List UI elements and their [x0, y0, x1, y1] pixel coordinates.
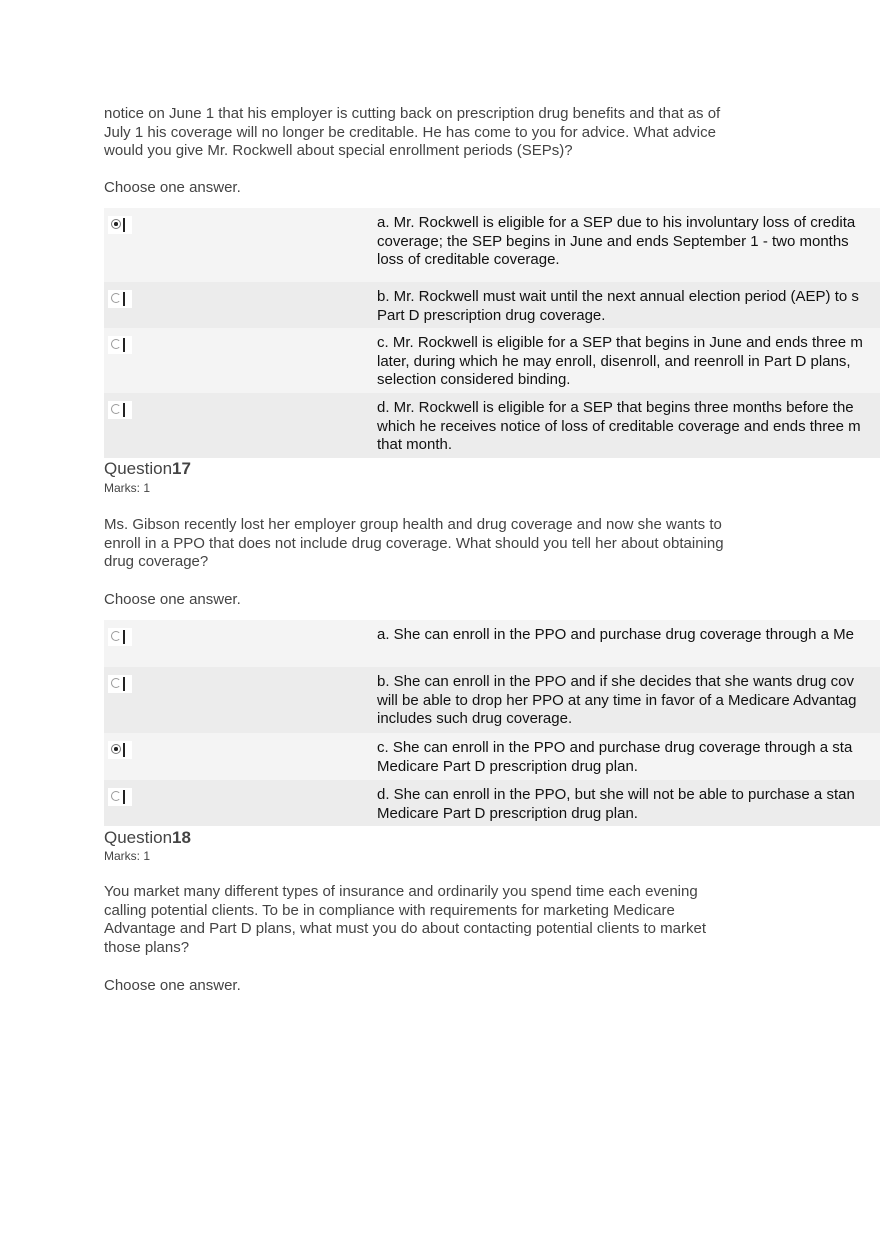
- option-text: later, during which he may enroll, disenroll, and reenroll in Part D plans,: [377, 352, 851, 370]
- option-text: c. She can enroll in the PPO and purchase drug coverage through a sta: [377, 739, 853, 756]
- stem-line: July 1 his coverage will no longer be creditable. He has come to you for advice. What advice: [104, 123, 716, 141]
- radio-icon[interactable]: [108, 628, 132, 646]
- radio-icon[interactable]: [108, 290, 132, 308]
- option-text: b. She can enroll in the PPO and if she decides that she wants drug cov: [377, 673, 854, 690]
- option-d[interactable]: [104, 780, 880, 826]
- option-b[interactable]: [104, 282, 880, 328]
- radio-icon[interactable]: [108, 401, 132, 419]
- option-text: which he receives notice of loss of creditable coverage and ends three m: [377, 417, 861, 435]
- option-text: Medicare Part D prescription drug plan.: [377, 757, 638, 775]
- option-c[interactable]: [104, 328, 880, 393]
- option-text: d. She can enroll in the PPO, but she will not be able to purchase a stan: [377, 786, 855, 803]
- option-text: c. Mr. Rockwell is eligible for a SEP that begins in June and ends three m: [377, 334, 863, 351]
- question-label: Question: [104, 828, 173, 847]
- stem-line: those plans?: [104, 938, 190, 956]
- option-text: includes such drug coverage.: [377, 710, 573, 727]
- option-text: that month.: [377, 436, 453, 453]
- option-text: a. She can enroll in the PPO and purchase drug coverage through a Me: [377, 626, 854, 643]
- radio-icon[interactable]: [108, 788, 132, 806]
- option-d[interactable]: [104, 393, 880, 458]
- choose-prompt: Choose one answer.: [104, 591, 241, 608]
- stem-line: You market many different types of insurance and ordinarily you spend time each evening: [104, 883, 698, 900]
- question-label: Question: [104, 459, 173, 478]
- choose-prompt: Choose one answer.: [104, 179, 241, 196]
- option-text: b. Mr. Rockwell must wait until the next annual election period (AEP) to s: [377, 288, 859, 305]
- radio-selected-icon[interactable]: [108, 741, 132, 759]
- option-a[interactable]: [104, 620, 880, 667]
- option-c[interactable]: [104, 733, 880, 780]
- radio-selected-icon[interactable]: [108, 216, 132, 234]
- marks: Marks: 1: [104, 849, 151, 863]
- option-text: Part D prescription drug coverage.: [377, 306, 606, 324]
- question-16-stem: [104, 105, 764, 161]
- stem-line: would you give Mr. Rockwell about special enrollment periods (SEPs)?: [104, 142, 573, 159]
- option-text: a. Mr. Rockwell is eligible for a SEP due to his involuntary loss of credita: [377, 214, 856, 231]
- question-number: 17: [172, 459, 191, 478]
- question-number: 18: [172, 828, 191, 847]
- option-text: loss of creditable coverage.: [377, 251, 560, 268]
- stem-line: Advantage and Part D plans, what must you do about contacting potential clients to market: [104, 920, 707, 937]
- question-17-stem: [104, 516, 764, 572]
- option-b[interactable]: [104, 667, 880, 733]
- marks: Marks: 1: [104, 481, 151, 495]
- choose-prompt: Choose one answer.: [104, 977, 241, 994]
- option-text: coverage; the SEP begins in June and ends September 1 - two months: [377, 232, 849, 250]
- stem-line: notice on June 1 that his employer is cutting back on prescription drug benefits and that as of: [104, 105, 721, 122]
- stem-line: drug coverage?: [104, 553, 209, 570]
- option-text: Medicare Part D prescription drug plan.: [377, 804, 638, 822]
- option-text: will be able to drop her PPO at any time in favor of a Medicare Advantag: [377, 691, 857, 709]
- q17-options: [104, 620, 880, 826]
- radio-icon[interactable]: [108, 336, 132, 354]
- stem-line: calling potential clients. To be in compliance with requirements for marketing Medicare: [104, 901, 675, 919]
- stem-line: Ms. Gibson recently lost her employer group health and drug coverage and now she wants to: [104, 516, 722, 533]
- option-a[interactable]: [104, 208, 880, 282]
- option-text: d. Mr. Rockwell is eligible for a SEP that begins three months before the: [377, 399, 854, 416]
- radio-icon[interactable]: [108, 675, 132, 693]
- question-17-heading: [104, 459, 191, 479]
- q16-options: [104, 208, 880, 458]
- stem-line: enroll in a PPO that does not include drug coverage. What should you tell her about obtaining: [104, 534, 724, 552]
- question-18-stem: [104, 883, 764, 957]
- question-18-heading: [104, 828, 191, 848]
- option-text: selection considered binding.: [377, 371, 571, 388]
